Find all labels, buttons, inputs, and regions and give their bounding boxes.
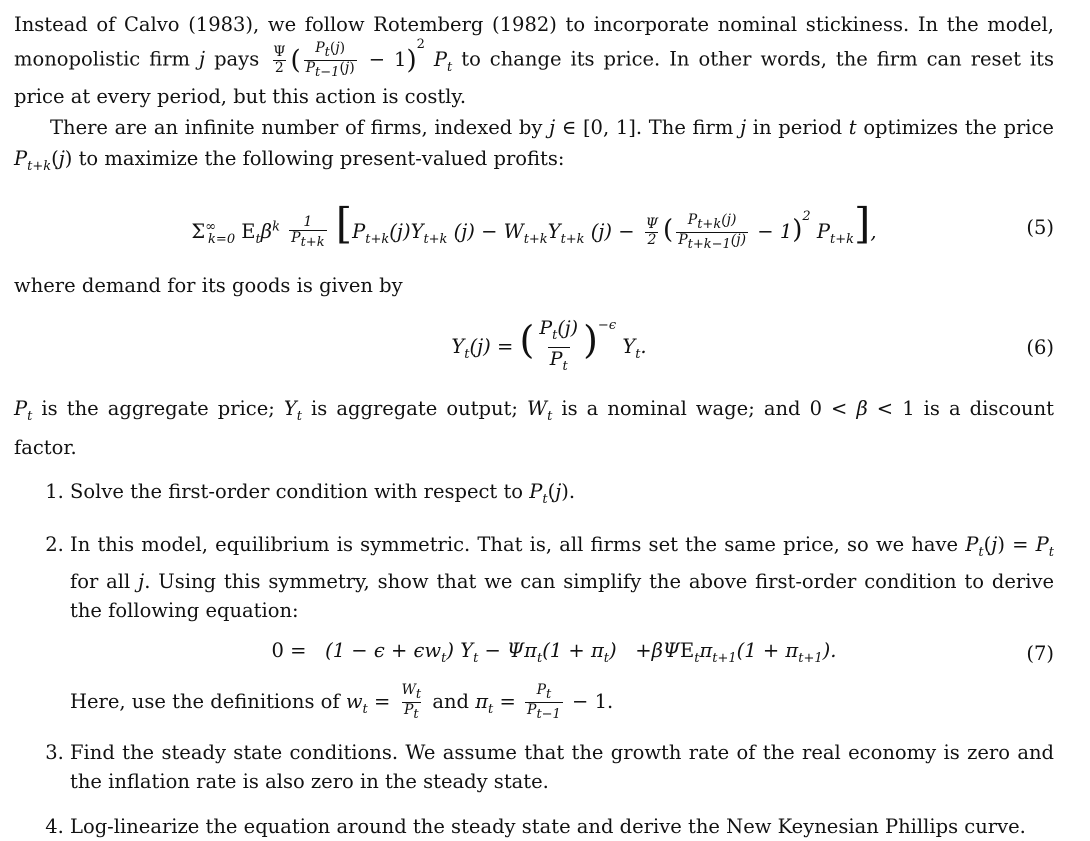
question-1: 1. Solve the first-order condition with respect to $P_t(j)$.: [70, 477, 1054, 514]
equation-5: [14, 184, 1054, 270]
equation-6-label: (6): [1026, 335, 1054, 359]
equation-5-body: $\Sigma^\infty_{k=0}$ $E_t\beta^k$ $\frac{1}{P_{t+k}}$ [$P_{t+k}(j)Y_{t+k}$ $(j) - W_{t+k}Y_{t+k}$ (j) − $\frac{\Psi}{2}$ ( $\frac{P_{t+k}(j)}{P_{t+k-1}(j)}$ − 1)$^2$ $P_{t+k}$],: [191, 198, 877, 252]
variable-definitions: $P_t$ is the aggregate price; $Y_t$ is aggregate output; $W_t$ is a nominal wage; and 0 < β < 1 is a discount factor.: [14, 397, 1055, 460]
equation-7-label: (7): [1026, 642, 1054, 666]
question-3: 3. Find the steady state conditions. We assume that the growth rate of the real economy is zero and the inflation rate is also zero in the steady state.: [70, 738, 1054, 796]
equation-6: [14, 301, 1054, 393]
question-list: [14, 477, 1054, 840]
question-4: 4. Log-linearize the equation around the steady state and derive the New Keynesian Phillips curve.: [70, 812, 1054, 841]
intro-text-start: Instead of Calvo (1983), we follow Rotemberg (1982) to incorporate nominal stickiness. In the model, monopolistic firm: [14, 13, 1054, 71]
definitions-line: Here, use the definitions of $w_t$ = $\frac{W_t}{P_t}$ and $\pi_t$ = $\frac{P_t}{P_{t-1}}$ − 1.: [70, 681, 614, 722]
firms-paragraph: There are an infinite number of firms, indexed by j ∈ [0, 1]. The firm j in period t optimizes the price $P_{t+k}(j)$ to maximize the following present-valued profits:: [14, 116, 1054, 175]
intro-paragraph: Instead of Calvo (1983), we follow Rotemberg (1982) to incorporate nominal stickiness. In the model, monopolistic firm j pays $\frac{\Psi}{2}$ ( $\frac{P_t(j)}{P_{t-1}(j)}$ − 1)$^2$ $P_t$ to change its price. In other words, the firm can reset its price at every period, but this action is costly.: [14, 13, 1055, 109]
equation-7: [14, 625, 1054, 683]
question-2: 2. In this model, equilibrium is symmetric. That is, all firms set the same price, so we have $P_t(j) = P_t$ for all j. Using this symmetry, show that we can simplify the above first-order condition to derive the following equation: $0 = (1 - \epsilon + \epsilon w_t)$ $Y_t - \Psi\pi_t(1 + \pi_t) +\beta\Psi E_t\pi_{t+1}(1 + \pi_{t+1})$. (7) Here, use the definitions of $w_t$ = $\frac{W_t}{P_t}$ and $\pi_t$ = $\frac{P_t}{P_{t-1}}$ − 1.: [70, 530, 1054, 724]
demand-intro: where demand for its goods is given by: [14, 274, 403, 298]
adjustment-cost-formula: $\frac{\Psi}{2}$ ( $\frac{P_t(j)}{P_{t-1}(j)}$ − 1)$^2$ $P_t$: [273, 37, 453, 80]
equation-6-body: $Y_t(j)$ = ( $\frac{P_t(j)}{P_t}$ )$^{-\epsilon}$ $Y_t$.: [451, 317, 646, 378]
paper-page: [14, 10, 1054, 841]
equation-7-body: $0 = (1 - \epsilon + \epsilon w_t)$ $Y_t - \Psi\pi_t(1 + \pi_t) +\beta\Psi E_t\pi_{t+1}(1 + \pi_{t+1})$.: [271, 638, 837, 666]
equation-5-label: (5): [1026, 215, 1054, 239]
